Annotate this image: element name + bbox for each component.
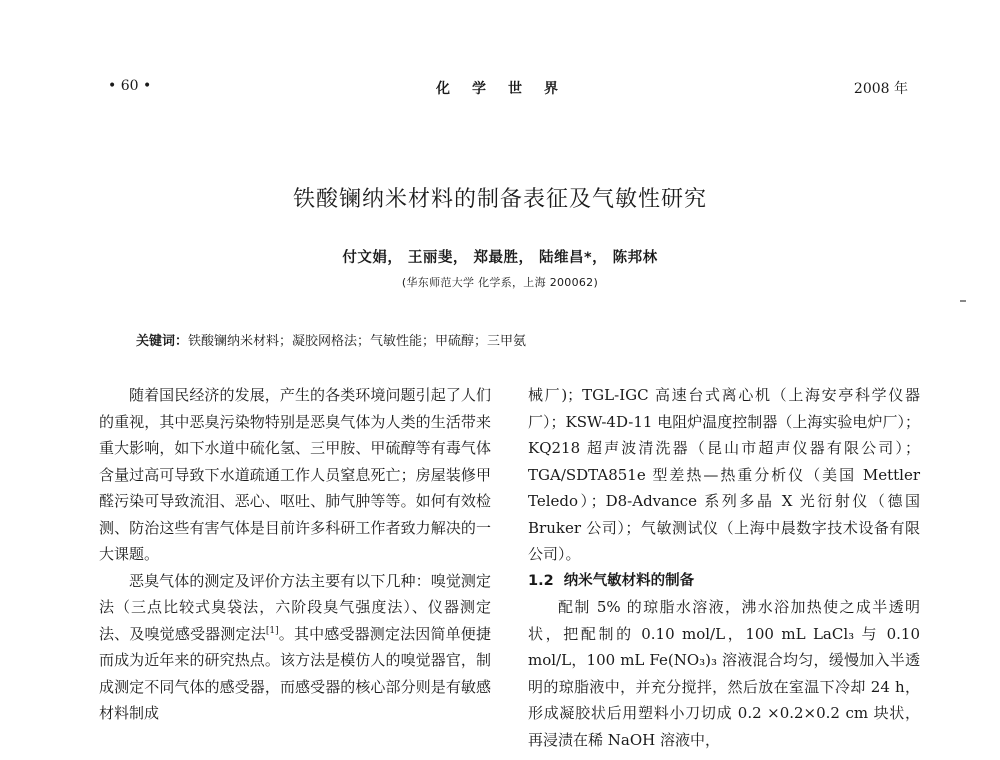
paragraph-text: 。其中感受器测定法因简单便捷而成为近年来的研究热点。该方法是模仿人的嗅觉器官，制成测定不同气体的感受器，而感受器的核心部分则是有敏感材料制成	[99, 624, 491, 722]
publication-year: 2008 年	[853, 81, 908, 97]
journal-name: 化学世界	[436, 81, 580, 97]
body-paragraph	[99, 568, 491, 727]
body-paragraph: 随着国民经济的发展，产生的各类环境问题引起了人们的重视，其中恶臭污染物特别是恶臭气体为人类的生活带来重大影响，如下水道中硫化氢、三甲胺、甲硫醇等有毒气体含量过高可导致下水道疏通工作人员窒息死亡；房屋装修甲醛污染可导致流泪、恶心、呕吐、肺气肿等等。如何有效检测、防治这些有害气体是目前许多科研工作者致力解决的一大课题。	[99, 386, 491, 563]
paragraph-text: 恶臭气体的测定及评价方法主要有以下几种：嗅觉测定法（三点比较式臭袋法，六阶段臭气强度法）、仪器测定法、及嗅觉感受器测定法	[99, 571, 491, 643]
keywords-text: 铁酸镧纳米材料；凝胶网格法；气敏性能；甲硫醇；三甲氨	[188, 334, 527, 349]
author-list: 付文娟， 王丽斐， 郑最胜， 陆维昌*， 陈邦林	[342, 250, 658, 266]
keywords-label: 关键词：	[136, 334, 189, 349]
scan-mark	[960, 300, 966, 302]
keywords-line	[136, 330, 526, 349]
author-affiliation: (华东师范大学 化学系，上海 200062)	[401, 276, 599, 289]
body-paragraph: 械厂)；TGL-IGC 高速台式离心机（上海安亭科学仪器厂）；KSW-4D-11 电阻炉温度控制器（上海实验电炉厂）；KQ218 超声波清洗器（昆山市超声仪器有限公司）；TGA/SDTA851e 型差热—热重分析仪（美国 Mettler Teledo）；D8-Advance 系列多晶 X 光衍射仪（德国 Bruker 公司）；气敏测试仪（上海中晨数字技术设备有限公司）。	[528, 386, 920, 563]
section-title: 纳米气敏材料的制备	[563, 572, 695, 589]
left-text-column	[99, 382, 491, 727]
page-number: • 60 •	[108, 78, 152, 94]
section-heading	[528, 568, 920, 595]
right-text-column	[528, 382, 920, 753]
citation-ref: [1]	[265, 625, 279, 636]
running-header	[108, 78, 908, 98]
body-paragraph: 配制 5% 的琼脂水溶液，沸水浴加热使之成半透明状，把配制的 0.10 mol/L，100 mL LaCl₃ 与 0.10 mol/L，100 mL Fe(NO₃)₃ 溶液混合均匀，缓慢加入半透明的琼脂液中，并充分搅拌，然后放在室温下冷却 24 h，形成凝胶状后用塑料小刀切成 0.2 ×0.2×0.2 cm 块状，再浸渍在稀 NaOH 溶液中，	[528, 598, 920, 749]
article-title: 铁酸镧纳米材料的制备表征及气敏性研究	[292, 187, 707, 212]
section-number: 1.2	[528, 572, 554, 589]
